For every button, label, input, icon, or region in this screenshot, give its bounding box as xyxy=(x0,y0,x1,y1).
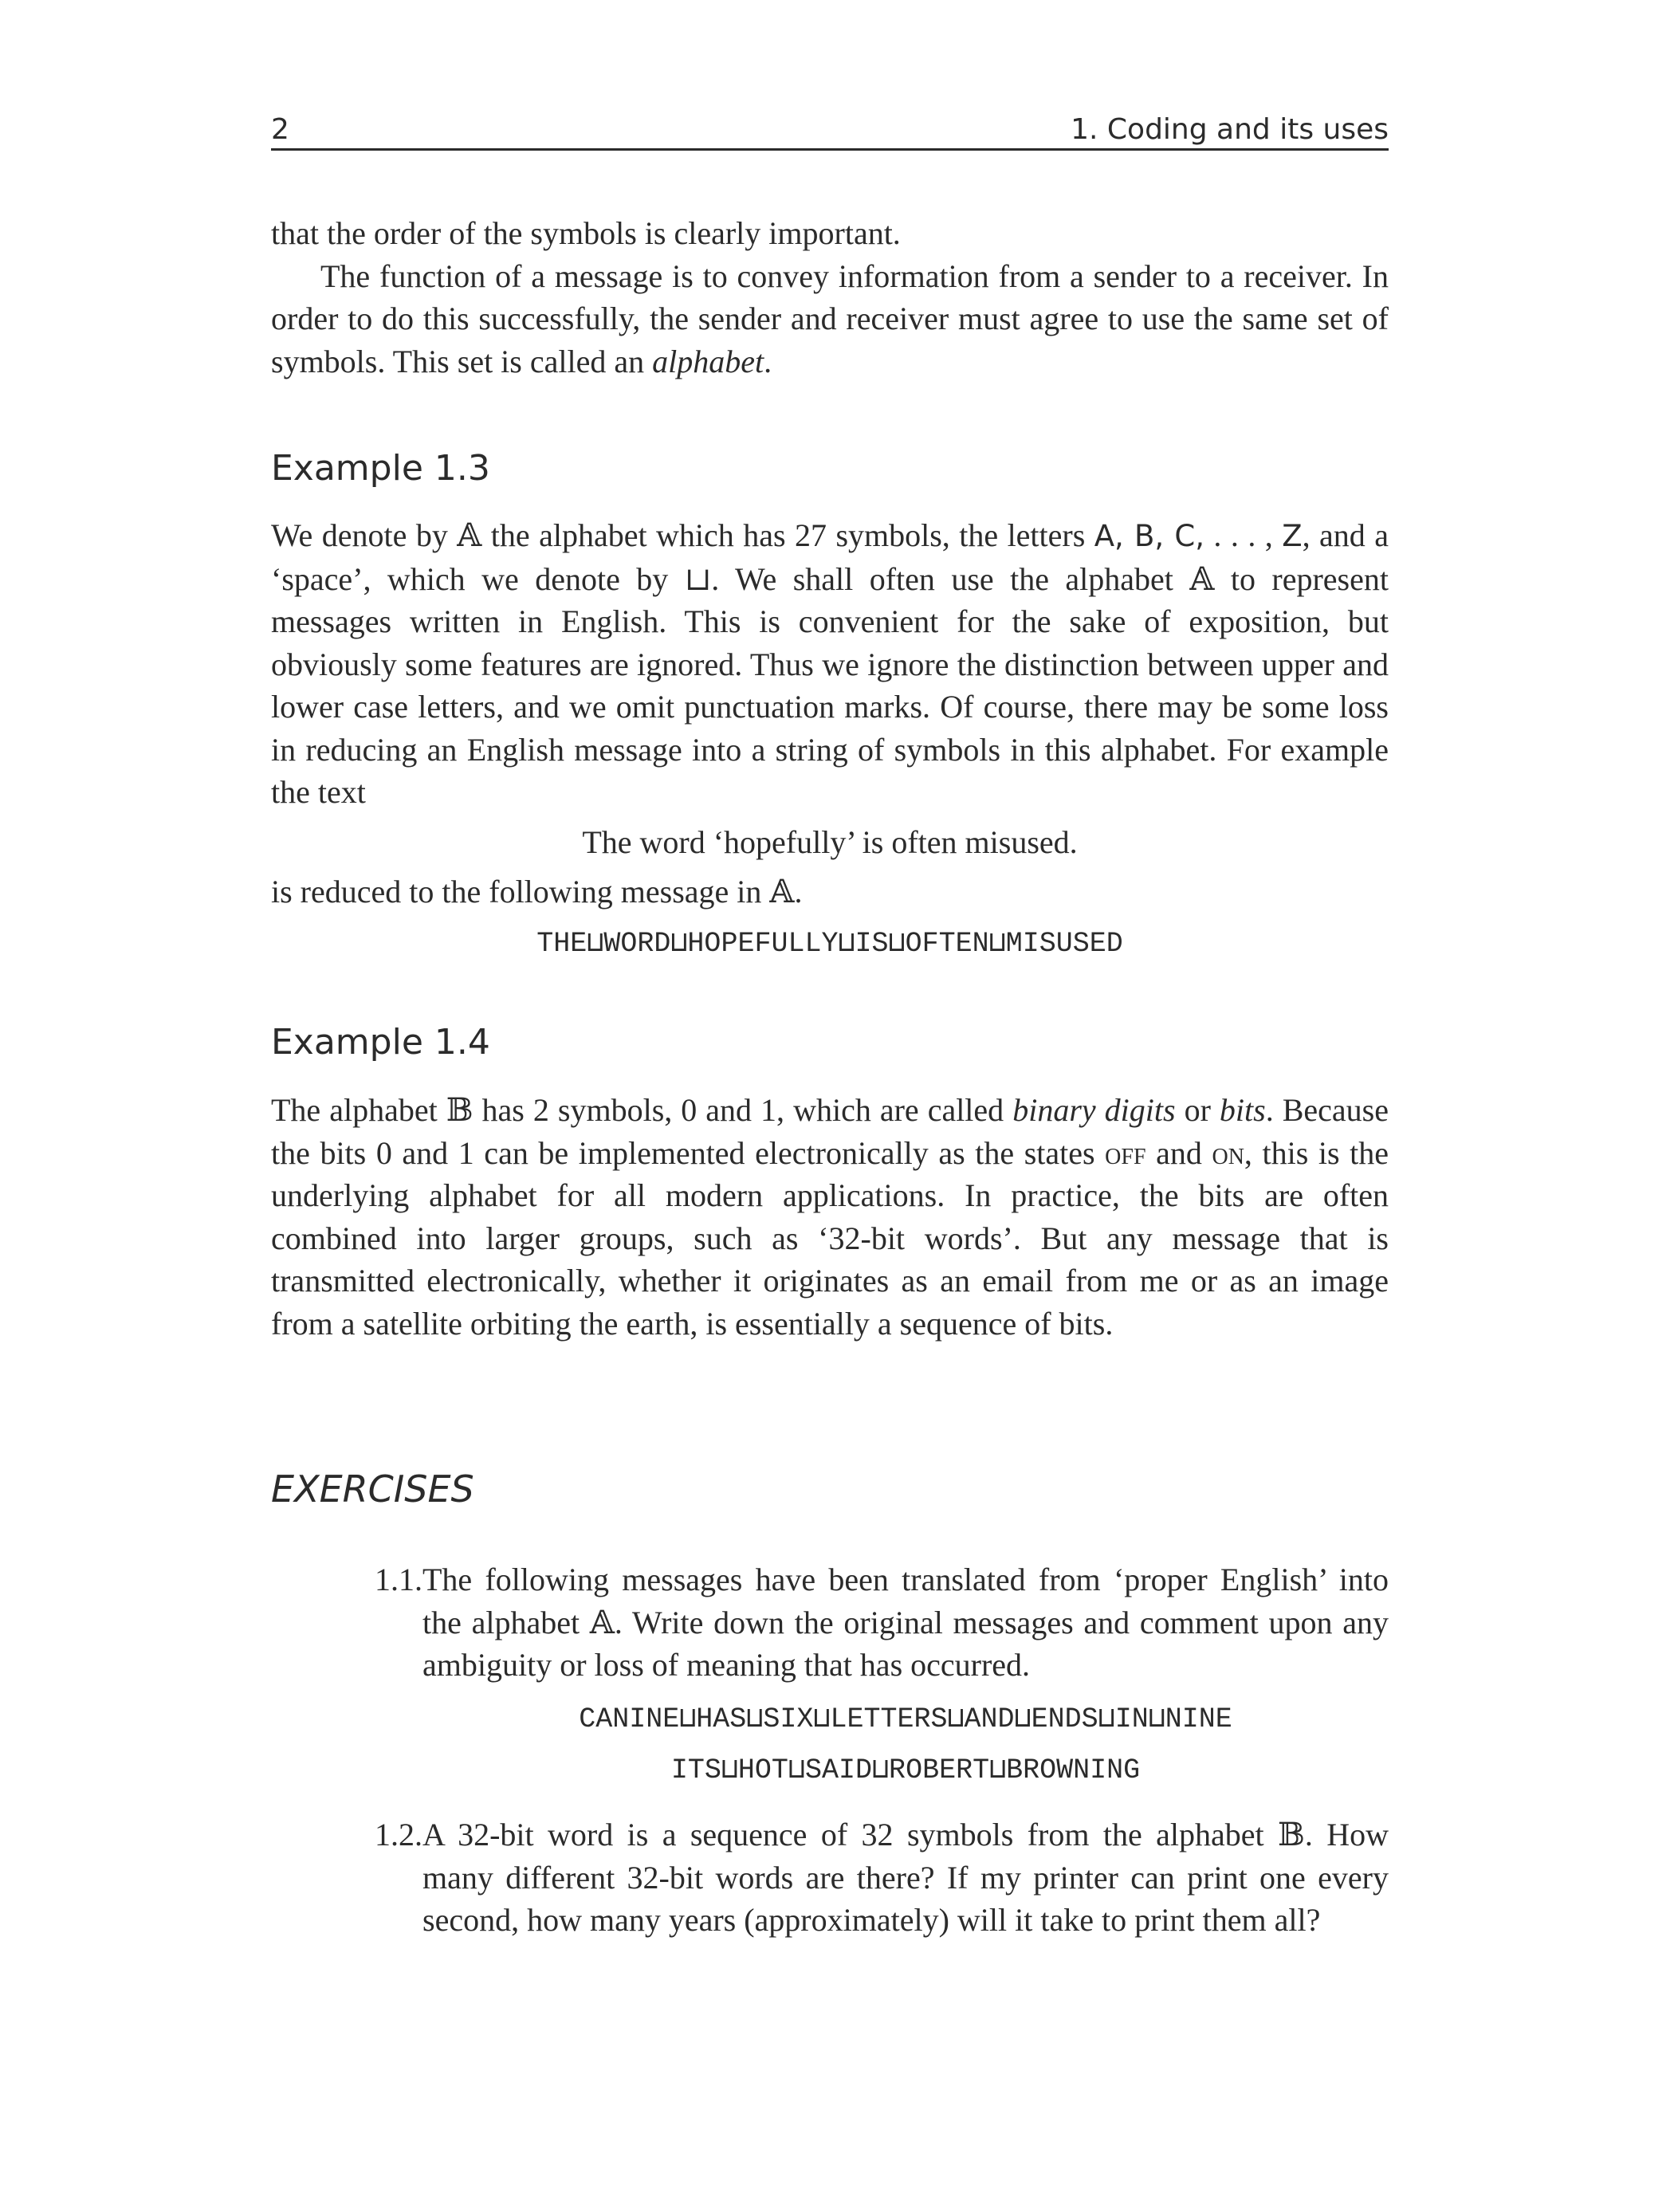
bits-term: bits xyxy=(1219,1092,1266,1128)
alphabet-a-symbol: 𝔸 xyxy=(769,874,795,910)
text-run: The following messages have been translated from ‘proper English’ into the alphabet xyxy=(422,1562,1389,1640)
exercise-message-1: CANINE⊔HAS⊔SIX⊔LETTERS⊔AND⊔ENDS⊔IN⊔NINE xyxy=(579,1703,1232,1735)
intro-paragraph xyxy=(271,255,1389,383)
text-run: , this is the underlying alphabet for all modern applications. In practice, the bits are often combined into larger groups, such as ‘32-bit words’. But any message that is transmitted electronically, whether it originates as an email from me or as an image from a satellite orbiting the earth, is essentially a sequence of bits. xyxy=(271,1134,1389,1342)
example-1-3-heading: Example 1.3 xyxy=(271,448,490,489)
text-run: The alphabet xyxy=(271,1092,446,1128)
text-run: . Because the bits 0 and 1 can be implemented electronically as the states xyxy=(271,1092,1389,1171)
alphabet-b-symbol: 𝔹 xyxy=(446,1092,474,1128)
text-run: to represent messages written in English. This is convenient for the sake of exposition, but obviously some features are ignored. Thus we ignore the distinction between upper and lower case letters, and we omit punctuation marks. Of course, there may be some loss in reducing an English message into a string of symbols in this alphabet. For example the text xyxy=(271,560,1389,810)
letters-list: A, B, C, xyxy=(1094,519,1204,553)
intro-text: The function of a message is to convey information from a sender to a receiver. In order to do this successfully, the sender and receiver must agree to use the same set of symbols. This set is called an xyxy=(271,257,1389,379)
exercise-message-2: ITS⊔HOT⊔SAID⊔ROBERT⊔BROWNING xyxy=(670,1754,1141,1786)
text-run: . xyxy=(794,874,803,910)
example-1-3-paragraph xyxy=(271,514,1389,814)
alphabet-term: alphabet xyxy=(652,343,764,379)
intro-section xyxy=(271,212,1389,383)
intro-period: . xyxy=(764,343,772,379)
alphabet-a-symbol: 𝔸 xyxy=(589,1604,615,1640)
encoded-message: THE⊔WORD⊔HOPEFULLY⊔IS⊔OFTEN⊔MISUSED xyxy=(536,928,1123,960)
exercises-heading: EXERCISES xyxy=(271,1467,474,1511)
text-run: . We shall often use the alphabet xyxy=(711,560,1190,597)
text-run: . How many different 32-bit words are there? If my printer can print one every second, how many years (approximately) will it take to print them all? xyxy=(422,1817,1389,1938)
text-run: . Write down the original messages and comment upon any ambiguity or loss of meaning that has occurred. xyxy=(422,1604,1389,1683)
running-head xyxy=(271,112,1389,151)
page-number: 2 xyxy=(271,113,289,146)
reduced-sentence xyxy=(271,870,1389,913)
chapter-title: 1. Coding and its uses xyxy=(1071,113,1389,146)
off-state: off xyxy=(1105,1134,1146,1171)
exercise-number: 1.1. xyxy=(375,1562,422,1597)
space-symbol: ⊔ xyxy=(684,560,712,597)
exercise-text xyxy=(422,1558,1389,1687)
intro-line: that the order of the symbols is clearly important. xyxy=(271,215,901,251)
alphabet-b-symbol: 𝔹 xyxy=(1278,1817,1305,1853)
exercise-number: 1.2. xyxy=(375,1817,422,1853)
text-run: is reduced to the following message in xyxy=(271,874,770,910)
text-run: and xyxy=(1145,1134,1212,1171)
reduced-line xyxy=(271,870,1389,913)
text-run: . . . , xyxy=(1204,517,1283,553)
text-run: the alphabet which has 27 symbols, the letters xyxy=(481,517,1094,553)
example-1-3-body xyxy=(271,514,1389,814)
text-run: has 2 symbols, 0 and 1, which are called xyxy=(473,1092,1013,1128)
quoted-text: The word ‘hopefully’ is often misused. xyxy=(582,824,1078,860)
example-1-4-body xyxy=(271,1089,1389,1345)
exercise-text xyxy=(422,1813,1389,1942)
letter-z: Z xyxy=(1282,519,1303,553)
text-run: A 32-bit word is a sequence of 32 symbols from the alphabet xyxy=(422,1817,1278,1853)
text-run: or xyxy=(1175,1092,1220,1128)
on-state: on xyxy=(1212,1134,1244,1171)
alphabet-a-symbol: 𝔸 xyxy=(1189,560,1215,597)
example-1-4-heading: Example 1.4 xyxy=(271,1022,490,1063)
alphabet-a-symbol: 𝔸 xyxy=(457,517,482,553)
binary-digits-term: binary digits xyxy=(1012,1092,1176,1128)
text-run: We denote by xyxy=(271,517,458,553)
example-1-4-paragraph xyxy=(271,1089,1389,1345)
text-run: , and a ‘space’, which we denote by xyxy=(271,517,1389,597)
